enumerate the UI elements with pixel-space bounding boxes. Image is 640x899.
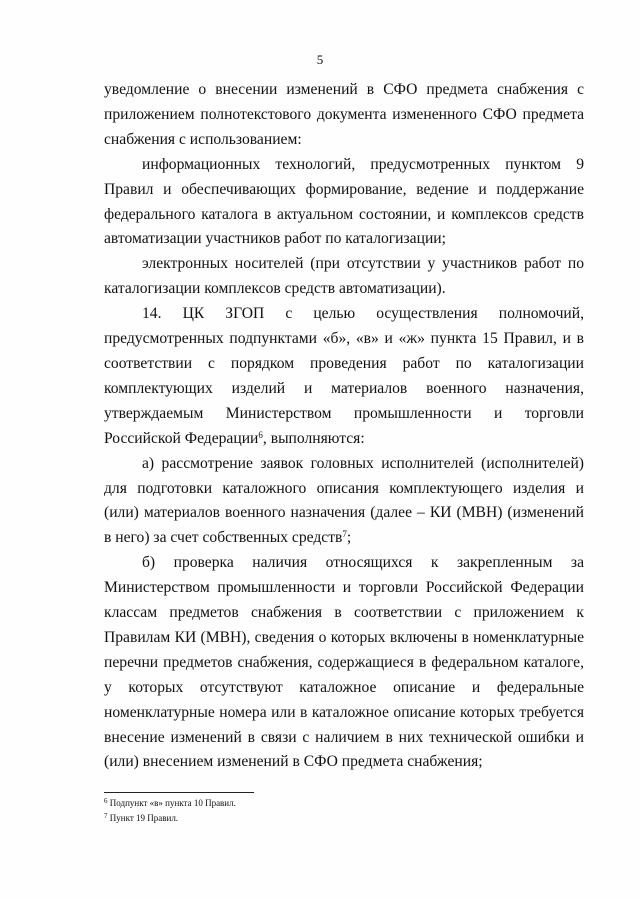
paragraph-electronic-media: электронных носителей (при отсутствии у участников работ по каталогизации комплексов средств автоматизации). xyxy=(104,255,584,298)
footnotes xyxy=(104,796,584,826)
paragraph-subitem-a xyxy=(104,452,584,552)
footnote-6-number: 6 xyxy=(104,797,108,805)
footnote-6 xyxy=(104,796,584,811)
footnote-7 xyxy=(104,811,584,826)
footnote-6-text: Подпункт «в» пункта 10 Правил. xyxy=(107,798,236,808)
footnote-7-number: 7 xyxy=(104,812,108,820)
paragraph-subitem-b: б) проверка наличия относящихся к закрепленным за Министерством промышленности и торговли Российской Федерации классам предметов снабжения в соответствии с приложением к Правилам КИ (МВН), сведения о которых включены в номенклатурные перечни предметов снабжения, содержащиеся в федеральном каталоге, у которых отсутствуют каталожное описание и федеральные номенклатурные номера или в каталожное описание которых требуется внесение изменений в связи с наличием в них технической ошибки и (или) внесением изменений в СФО предмета снабжения; xyxy=(104,554,584,771)
footnote-separator xyxy=(104,792,254,793)
subitem-a-text: а) рассмотрение заявок головных исполнителей (исполнителей) для подготовки каталожного описания комплектующего изделия и (или) материалов военного назначения (далее – КИ (МВН) (изменений в него) за счет собственных средств xyxy=(104,454,584,547)
paragraph-notification: уведомление о внесении изменений в СФО предмета снабжения с приложением полнотекстового документа измененного СФО предмета снабжения с использованием: xyxy=(104,81,584,148)
footnote-7-text: Пункт 19 Правил. xyxy=(107,813,179,823)
footnote-ref-6: 6 xyxy=(258,429,263,440)
document-body xyxy=(104,78,584,775)
paragraph-information-technologies: информационных технологий, предусмотренных пунктом 9 Правил и обеспечивающих формирование, ведение и поддержание федерального каталога в актуальном состоянии, и комплексов средств автоматизации участников работ по каталогизации; xyxy=(104,155,584,248)
page-number: 5 xyxy=(316,52,324,67)
subitem-a-tail: ; xyxy=(346,529,352,547)
item-14-text: 14. ЦК ЗГОП с целью осуществления полномочий, предусмотренных подпунктами «б», «в» и «ж» пункта 15 Правил, и в соответствии с порядком проведения работ по каталогизации комплектующих изделий и материалов военного назначения, утверждаемым Министерством промышленности и торговли Российской Федерации xyxy=(104,305,584,447)
item-14-tail: , выполняются: xyxy=(262,429,365,447)
paragraph-item-14 xyxy=(104,302,584,451)
footnote-ref-7: 7 xyxy=(342,529,347,540)
